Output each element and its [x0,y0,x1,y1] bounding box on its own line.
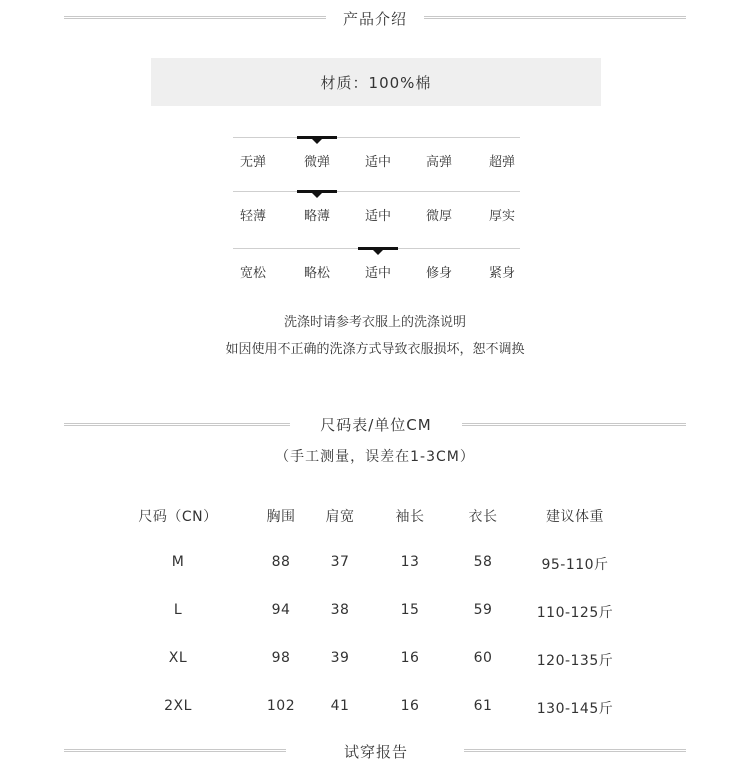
scale-option: 宽松 [239,266,267,281]
size-table-cell: 61 [473,698,493,714]
size-table-cell: 15 [400,602,420,618]
size-table-cell: 120-135斤 [536,653,614,669]
scale-option: 微弹 [303,155,331,170]
wash-note-1: 洗涤时请参考衣服上的洗涤说明 [283,315,466,330]
scale-option: 适中 [364,209,392,224]
size-table-cell: 37 [330,554,350,570]
material-text: 材质：100%棉 [320,73,432,92]
size-table-header: 建议体重 [546,509,604,525]
scale-line [233,191,520,192]
size-table-cell: 60 [473,650,493,666]
size-table-header: 胸围 [266,509,296,525]
scale-option: 微厚 [425,209,453,224]
size-table-cell: 59 [473,602,493,618]
section-divider-left [64,423,290,426]
scale-option: 轻薄 [239,209,267,224]
scale-option: 略松 [303,266,331,281]
scale-pointer-icon [312,139,322,144]
size-table-cell: 38 [330,602,350,618]
scale-pointer-icon [373,250,383,255]
size-table-cell: 58 [473,554,493,570]
size-table-cell: 2XL [164,698,192,714]
scale-option: 紧身 [488,266,516,281]
size-table-cell: 110-125斤 [536,605,614,621]
size-table-header: 尺码（CN） [138,509,218,525]
material-box [151,58,601,106]
size-table-cell: M [171,554,185,570]
scale-option: 超弹 [488,155,516,170]
wash-note-2: 如因使用不正确的洗涤方式导致衣服损坏，恕不调换 [225,342,525,357]
size-table-header: 袖长 [395,509,425,525]
size-table-cell: XL [168,650,188,666]
section-title-trial-report: 试穿报告 [343,743,409,761]
size-table-cell: 102 [266,698,296,714]
size-table-cell: 16 [400,650,420,666]
size-table-cell: 94 [271,602,291,618]
scale-pointer-icon [312,193,322,198]
size-table-cell: 41 [330,698,350,714]
section-divider-right [462,423,686,426]
scale-option: 略薄 [303,209,331,224]
section-title-product-intro: 产品介绍 [342,10,408,28]
size-table-cell: 16 [400,698,420,714]
scale-option: 适中 [364,155,392,170]
size-table-cell: 13 [400,554,420,570]
size-table-cell: 39 [330,650,350,666]
section-divider-right [464,749,686,752]
size-table-cell: 98 [271,650,291,666]
scale-option: 无弹 [239,155,267,170]
scale-option: 高弹 [425,155,453,170]
size-table-cell: 88 [271,554,291,570]
section-title-size-chart: 尺码表/单位CM [320,416,432,434]
size-table-cell: 130-145斤 [536,701,614,717]
section-divider-right [424,16,686,19]
size-table-header: 肩宽 [325,509,355,525]
section-divider-left [64,16,326,19]
size-table-cell: 95-110斤 [541,557,609,573]
scale-line [233,137,520,138]
scale-option: 厚实 [488,209,516,224]
size-table-cell: L [173,602,183,618]
measure-note: （手工测量，误差在1-3CM） [275,449,475,465]
scale-option: 适中 [364,266,392,281]
section-divider-left [64,749,286,752]
scale-option: 修身 [425,266,453,281]
size-table-header: 衣长 [468,509,498,525]
